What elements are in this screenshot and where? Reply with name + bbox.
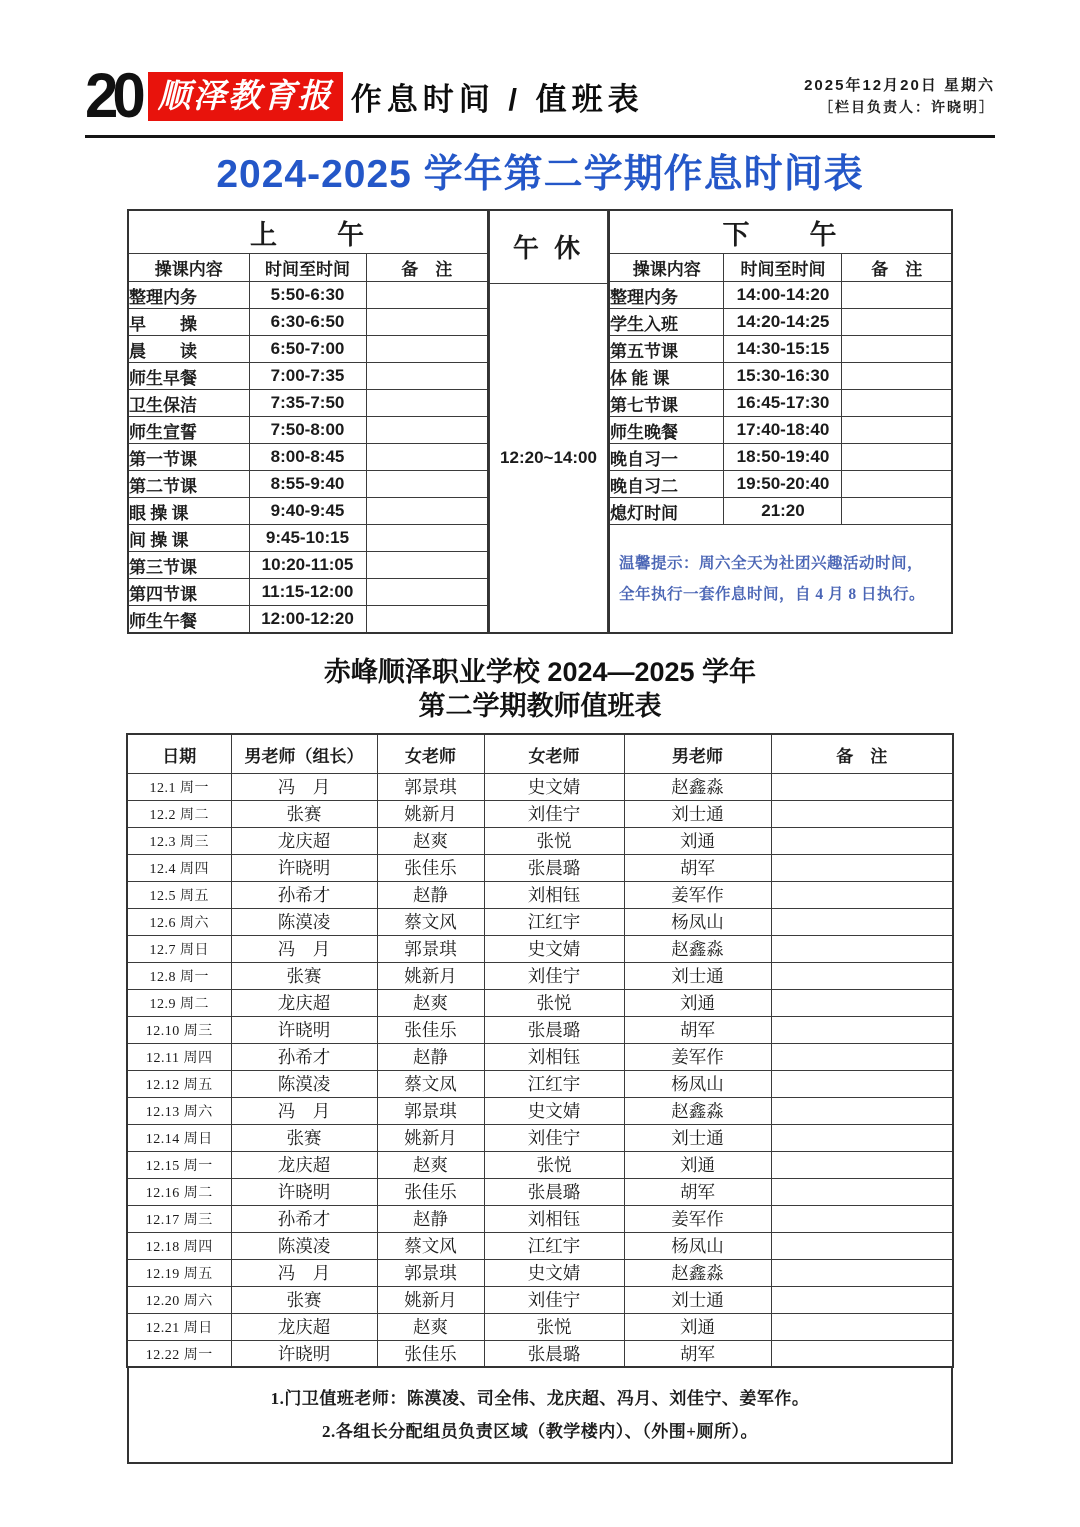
remark-cell	[842, 444, 952, 471]
duty-remark-cell	[771, 962, 953, 989]
duty-date-cell: 12.20 周六	[127, 1286, 231, 1313]
duty-row	[127, 1097, 953, 1124]
duty-male-cell: 胡军	[624, 1178, 771, 1205]
duty-remark-cell	[771, 773, 953, 800]
remark-cell	[366, 444, 488, 471]
duty-male-leader-cell: 许晓明	[231, 1016, 377, 1043]
duty-remark-cell	[771, 1232, 953, 1259]
activity-cell: 师生午餐	[128, 606, 249, 633]
schedule-row	[609, 417, 952, 444]
duty-roster-body	[127, 773, 953, 1367]
activity-cell: 整理内务	[609, 282, 724, 309]
remark-cell	[366, 336, 488, 363]
duty-female-2-cell: 史文婧	[484, 773, 624, 800]
time-cell: 14:20-14:25	[724, 309, 842, 336]
remark-cell	[366, 579, 488, 606]
column-editor: ［栏目负责人：许晓明］	[819, 98, 995, 115]
duty-row	[127, 800, 953, 827]
remark-cell	[842, 498, 952, 525]
duty-male-cell: 赵鑫淼	[624, 773, 771, 800]
schedule-row	[128, 336, 488, 363]
duty-date-cell: 12.11 周四	[127, 1043, 231, 1070]
duty-female-2-cell: 张悦	[484, 989, 624, 1016]
column-header-row	[128, 254, 488, 282]
schedule-row	[128, 309, 488, 336]
duty-row	[127, 1043, 953, 1070]
time-cell: 8:55-9:40	[249, 471, 366, 498]
time-cell: 17:40-18:40	[724, 417, 842, 444]
duty-title-line-1: 赤峰顺泽职业学校 2024—2025 学年	[323, 656, 757, 687]
duty-date-cell: 12.9 周二	[127, 989, 231, 1016]
duty-row	[127, 1259, 953, 1286]
activity-cell: 师生宣誓	[128, 417, 249, 444]
duty-female-1-cell: 赵爽	[377, 827, 484, 854]
duty-male-cell: 胡军	[624, 854, 771, 881]
duty-date-cell: 12.12 周五	[127, 1070, 231, 1097]
remark-cell	[366, 471, 488, 498]
tip-line-2: 全年执行一套作息时间，自 4 月 8 日执行。	[618, 585, 925, 603]
duty-row	[127, 962, 953, 989]
duty-row	[127, 827, 953, 854]
noon-break-time: 12:20~14:00	[500, 447, 597, 467]
schedule-title: 2024-2025 学年第二学期作息时间表	[216, 153, 864, 196]
column-header-activity: 操课内容	[128, 254, 249, 282]
duty-remark-cell	[771, 1124, 953, 1151]
activity-cell: 晨 读	[128, 336, 249, 363]
duty-male-leader-cell: 孙希才	[231, 881, 377, 908]
time-cell: 15:30-16:30	[724, 363, 842, 390]
duty-male-leader-cell: 陈漠凌	[231, 1070, 377, 1097]
duty-male-leader-cell: 张赛	[231, 962, 377, 989]
remark-cell	[842, 282, 952, 309]
duty-female-1-cell: 蔡文风	[377, 1232, 484, 1259]
duty-row	[127, 854, 953, 881]
duty-male-cell: 刘士通	[624, 962, 771, 989]
duty-male-cell: 刘通	[624, 827, 771, 854]
duty-male-leader-cell: 许晓明	[231, 1340, 377, 1367]
duty-date-cell: 12.10 周三	[127, 1016, 231, 1043]
schedule-row	[128, 552, 488, 579]
duty-female-2-cell: 张悦	[484, 1313, 624, 1340]
duty-remark-cell	[771, 1286, 953, 1313]
duty-roster-title	[85, 656, 995, 724]
activity-cell: 体 能 课	[609, 363, 724, 390]
schedule-row	[609, 363, 952, 390]
duty-male-leader-cell: 许晓明	[231, 854, 377, 881]
duty-male-leader-cell: 张赛	[231, 1124, 377, 1151]
duty-remark-cell	[771, 1340, 953, 1367]
duty-row	[127, 1178, 953, 1205]
remark-cell	[842, 363, 952, 390]
duty-female-1-cell: 赵爽	[377, 1313, 484, 1340]
duty-male-leader-cell: 冯 月	[231, 773, 377, 800]
time-cell: 5:50-6:30	[249, 282, 366, 309]
activity-cell: 第五节课	[609, 336, 724, 363]
duty-female-1-cell: 蔡文风	[377, 908, 484, 935]
duty-date-cell: 12.15 周一	[127, 1151, 231, 1178]
duty-date-cell: 12.6 周六	[127, 908, 231, 935]
duty-male-leader-cell: 龙庆超	[231, 1151, 377, 1178]
duty-row	[127, 773, 953, 800]
duty-male-cell: 杨凤山	[624, 908, 771, 935]
duty-female-2-cell: 刘佳宁	[484, 962, 624, 989]
remark-cell	[842, 471, 952, 498]
morning-schedule-body	[128, 282, 488, 633]
activity-cell: 眼 操 课	[128, 498, 249, 525]
page-number: 20	[85, 60, 140, 131]
remark-cell	[366, 552, 488, 579]
duty-male-cell: 刘通	[624, 1313, 771, 1340]
activity-cell: 间 操 课	[128, 525, 249, 552]
masthead	[85, 60, 995, 131]
time-cell: 7:35-7:50	[249, 390, 366, 417]
duty-male-leader-cell: 冯 月	[231, 935, 377, 962]
schedule-row	[609, 471, 952, 498]
duty-row	[127, 1070, 953, 1097]
column-header-remark: 备 注	[366, 254, 488, 282]
duty-male-cell: 赵鑫淼	[624, 1259, 771, 1286]
duty-column-female-1: 女老师	[377, 734, 484, 773]
footer-note-1: 1.门卫值班老师：陈漠凌、司全伟、龙庆超、冯月、刘佳宁、姜军作。	[270, 1389, 810, 1409]
schedule-row	[128, 363, 488, 390]
remark-cell	[366, 417, 488, 444]
activity-cell: 整理内务	[128, 282, 249, 309]
duty-date-cell: 12.2 周二	[127, 800, 231, 827]
duty-date-cell: 12.18 周四	[127, 1232, 231, 1259]
duty-row	[127, 881, 953, 908]
duty-male-leader-cell: 孙希才	[231, 1205, 377, 1232]
masthead-rule	[85, 135, 995, 138]
time-cell: 21:20	[724, 498, 842, 525]
time-cell: 9:45-10:15	[249, 525, 366, 552]
duty-date-cell: 12.21 周日	[127, 1313, 231, 1340]
duty-remark-cell	[771, 1016, 953, 1043]
duty-date-cell: 12.17 周三	[127, 1205, 231, 1232]
duty-male-cell: 赵鑫淼	[624, 1097, 771, 1124]
activity-cell: 晚自习二	[609, 471, 724, 498]
duty-male-cell: 刘士通	[624, 1124, 771, 1151]
schedule-row	[128, 417, 488, 444]
duty-male-cell: 姜军作	[624, 881, 771, 908]
duty-female-1-cell: 赵爽	[377, 989, 484, 1016]
duty-male-cell: 刘士通	[624, 800, 771, 827]
schedule-row	[609, 336, 952, 363]
duty-female-2-cell: 刘相钰	[484, 1043, 624, 1070]
duty-remark-cell	[771, 989, 953, 1016]
duty-female-1-cell: 姚新月	[377, 962, 484, 989]
duty-female-2-cell: 江红宇	[484, 1232, 624, 1259]
time-cell: 6:30-6:50	[249, 309, 366, 336]
duty-row	[127, 1205, 953, 1232]
newspaper-brand-badge: 顺泽教育报	[148, 72, 343, 121]
duty-male-leader-cell: 陈漠凌	[231, 908, 377, 935]
activity-cell: 第三节课	[128, 552, 249, 579]
footer-notes-box	[127, 1366, 953, 1464]
remark-cell	[842, 309, 952, 336]
duty-column-male: 男老师	[624, 734, 771, 773]
duty-female-2-cell: 江红宇	[484, 908, 624, 935]
duty-male-cell: 刘通	[624, 1151, 771, 1178]
duty-date-cell: 12.1 周一	[127, 773, 231, 800]
duty-female-1-cell: 赵爽	[377, 1151, 484, 1178]
duty-remark-cell	[771, 1070, 953, 1097]
period-header-row	[609, 210, 952, 254]
duty-female-2-cell: 张晨璐	[484, 1178, 624, 1205]
section-heading: 作息时间 / 值班表	[350, 81, 644, 117]
duty-female-2-cell: 史文婧	[484, 1259, 624, 1286]
time-cell: 8:00-8:45	[249, 444, 366, 471]
schedule-row	[128, 282, 488, 309]
duty-date-cell: 12.22 周一	[127, 1340, 231, 1367]
duty-row	[127, 908, 953, 935]
duty-female-1-cell: 赵静	[377, 1205, 484, 1232]
duty-date-cell: 12.3 周三	[127, 827, 231, 854]
duty-female-2-cell: 张悦	[484, 1151, 624, 1178]
remark-cell	[842, 336, 952, 363]
duty-male-leader-cell: 龙庆超	[231, 827, 377, 854]
duty-date-cell: 12.16 周二	[127, 1178, 231, 1205]
column-header-row	[609, 254, 952, 282]
time-cell: 10:20-11:05	[249, 552, 366, 579]
duty-male-cell: 姜军作	[624, 1205, 771, 1232]
schedule-row	[609, 309, 952, 336]
schedule-row	[128, 525, 488, 552]
duty-female-2-cell: 张晨璐	[484, 1016, 624, 1043]
duty-female-2-cell: 史文婧	[484, 935, 624, 962]
duty-male-leader-cell: 孙希才	[231, 1043, 377, 1070]
duty-male-cell: 胡军	[624, 1016, 771, 1043]
duty-remark-cell	[771, 908, 953, 935]
masthead-right	[804, 74, 995, 119]
time-cell: 6:50-7:00	[249, 336, 366, 363]
duty-date-cell: 12.13 周六	[127, 1097, 231, 1124]
duty-date-cell: 12.5 周五	[127, 881, 231, 908]
remark-cell	[366, 363, 488, 390]
morning-schedule-table	[127, 209, 489, 634]
schedule-tables	[127, 209, 953, 634]
duty-row	[127, 1151, 953, 1178]
schedule-row	[128, 606, 488, 633]
noon-break-column	[489, 209, 608, 634]
tip-cell	[609, 525, 952, 633]
duty-row	[127, 1340, 953, 1367]
duty-row	[127, 1232, 953, 1259]
duty-remark-cell	[771, 800, 953, 827]
remark-cell	[366, 606, 488, 633]
duty-remark-cell	[771, 935, 953, 962]
remark-cell	[366, 390, 488, 417]
time-cell: 16:45-17:30	[724, 390, 842, 417]
time-cell: 7:50-8:00	[249, 417, 366, 444]
duty-female-1-cell: 姚新月	[377, 1286, 484, 1313]
duty-remark-cell	[771, 1205, 953, 1232]
duty-female-1-cell: 姚新月	[377, 1124, 484, 1151]
remark-cell	[366, 309, 488, 336]
time-cell: 12:00-12:20	[249, 606, 366, 633]
tip-row	[609, 525, 952, 633]
duty-date-cell: 12.19 周五	[127, 1259, 231, 1286]
schedule-row	[128, 498, 488, 525]
time-cell: 14:30-15:15	[724, 336, 842, 363]
duty-row	[127, 1313, 953, 1340]
duty-male-cell: 胡军	[624, 1340, 771, 1367]
column-header-time: 时间至时间	[249, 254, 366, 282]
remark-cell	[842, 390, 952, 417]
duty-female-2-cell: 张晨璐	[484, 854, 624, 881]
duty-column-male-leader: 男老师（组长）	[231, 734, 377, 773]
duty-date-cell: 12.14 周日	[127, 1124, 231, 1151]
duty-title-line-2: 第二学期教师值班表	[418, 690, 662, 721]
duty-female-2-cell: 江红宇	[484, 1070, 624, 1097]
masthead-left	[85, 60, 644, 131]
issue-date: 2025年12月20日 星期六	[804, 76, 995, 94]
noon-break-label: 午 休	[490, 211, 607, 284]
column-header-activity: 操课内容	[609, 254, 724, 282]
duty-male-cell: 赵鑫淼	[624, 935, 771, 962]
duty-male-leader-cell: 陈漠凌	[231, 1232, 377, 1259]
duty-column-remark: 备 注	[771, 734, 953, 773]
duty-remark-cell	[771, 1178, 953, 1205]
duty-remark-cell	[771, 881, 953, 908]
afternoon-schedule-body	[609, 282, 952, 525]
activity-cell: 学生入班	[609, 309, 724, 336]
duty-male-leader-cell: 张赛	[231, 800, 377, 827]
duty-male-cell: 刘士通	[624, 1286, 771, 1313]
schedule-row	[128, 390, 488, 417]
time-cell: 7:00-7:35	[249, 363, 366, 390]
duty-female-1-cell: 张佳乐	[377, 1016, 484, 1043]
duty-female-2-cell: 刘佳宁	[484, 1286, 624, 1313]
time-cell: 11:15-12:00	[249, 579, 366, 606]
duty-remark-cell	[771, 1313, 953, 1340]
duty-female-1-cell: 郭景琪	[377, 1097, 484, 1124]
column-header-remark: 备 注	[842, 254, 952, 282]
duty-female-2-cell: 史文婧	[484, 1097, 624, 1124]
duty-female-1-cell: 张佳乐	[377, 1340, 484, 1367]
duty-male-leader-cell: 许晓明	[231, 1178, 377, 1205]
time-cell: 14:00-14:20	[724, 282, 842, 309]
duty-female-1-cell: 蔡文凤	[377, 1070, 484, 1097]
duty-roster-table	[126, 733, 954, 1368]
remark-cell	[366, 498, 488, 525]
duty-remark-cell	[771, 854, 953, 881]
duty-remark-cell	[771, 1097, 953, 1124]
remark-cell	[366, 525, 488, 552]
activity-cell: 师生早餐	[128, 363, 249, 390]
duty-female-2-cell: 张悦	[484, 827, 624, 854]
duty-male-cell: 刘通	[624, 989, 771, 1016]
activity-cell: 晚自习一	[609, 444, 724, 471]
duty-female-2-cell: 刘相钰	[484, 1205, 624, 1232]
duty-female-1-cell: 郭景琪	[377, 1259, 484, 1286]
duty-male-cell: 姜军作	[624, 1043, 771, 1070]
schedule-row	[609, 498, 952, 525]
duty-date-cell: 12.4 周四	[127, 854, 231, 881]
duty-female-1-cell: 张佳乐	[377, 1178, 484, 1205]
activity-cell: 第一节课	[128, 444, 249, 471]
duty-male-leader-cell: 冯 月	[231, 1097, 377, 1124]
duty-male-leader-cell: 冯 月	[231, 1259, 377, 1286]
schedule-row	[128, 579, 488, 606]
duty-date-cell: 12.8 周一	[127, 962, 231, 989]
schedule-row	[609, 444, 952, 471]
duty-male-cell: 杨凤山	[624, 1232, 771, 1259]
duty-remark-cell	[771, 1043, 953, 1070]
activity-cell: 熄灯时间	[609, 498, 724, 525]
footer-note-2: 2.各组长分配组员负责区域（教学楼内）、（外围+厕所）。	[322, 1422, 758, 1442]
activity-cell: 第二节课	[128, 471, 249, 498]
activity-cell: 卫生保洁	[128, 390, 249, 417]
duty-row	[127, 1286, 953, 1313]
duty-header-row	[127, 734, 953, 773]
morning-period-label: 上 午	[128, 210, 488, 254]
duty-female-1-cell: 赵静	[377, 1043, 484, 1070]
duty-row	[127, 989, 953, 1016]
tip-line-1: 温馨提示：周六全天为社团兴趣活动时间，	[618, 554, 923, 572]
schedule-row	[128, 471, 488, 498]
duty-male-leader-cell: 龙庆超	[231, 989, 377, 1016]
activity-cell: 早 操	[128, 309, 249, 336]
duty-row	[127, 1124, 953, 1151]
duty-column-date: 日期	[127, 734, 231, 773]
duty-female-2-cell: 张晨璐	[484, 1340, 624, 1367]
duty-female-1-cell: 姚新月	[377, 800, 484, 827]
activity-cell: 第七节课	[609, 390, 724, 417]
afternoon-period-label: 下 午	[609, 210, 952, 254]
time-cell: 18:50-19:40	[724, 444, 842, 471]
duty-remark-cell	[771, 1151, 953, 1178]
duty-male-leader-cell: 龙庆超	[231, 1313, 377, 1340]
column-header-time: 时间至时间	[724, 254, 842, 282]
duty-female-2-cell: 刘佳宁	[484, 800, 624, 827]
duty-female-1-cell: 赵静	[377, 881, 484, 908]
duty-male-leader-cell: 张赛	[231, 1286, 377, 1313]
afternoon-schedule-table	[608, 209, 953, 634]
remark-cell	[842, 417, 952, 444]
duty-row	[127, 1016, 953, 1043]
duty-column-female-2: 女老师	[484, 734, 624, 773]
duty-row	[127, 935, 953, 962]
activity-cell: 师生晚餐	[609, 417, 724, 444]
duty-female-1-cell: 郭景琪	[377, 773, 484, 800]
time-cell: 19:50-20:40	[724, 471, 842, 498]
schedule-row	[609, 390, 952, 417]
duty-male-cell: 杨凤山	[624, 1070, 771, 1097]
duty-remark-cell	[771, 1259, 953, 1286]
activity-cell: 第四节课	[128, 579, 249, 606]
schedule-row	[128, 444, 488, 471]
remark-cell	[366, 282, 488, 309]
duty-female-2-cell: 刘相钰	[484, 881, 624, 908]
duty-female-1-cell: 郭景琪	[377, 935, 484, 962]
schedule-row	[609, 282, 952, 309]
duty-date-cell: 12.7 周日	[127, 935, 231, 962]
duty-female-2-cell: 刘佳宁	[484, 1124, 624, 1151]
period-header-row	[128, 210, 488, 254]
time-cell: 9:40-9:45	[249, 498, 366, 525]
duty-female-1-cell: 张佳乐	[377, 854, 484, 881]
duty-remark-cell	[771, 827, 953, 854]
